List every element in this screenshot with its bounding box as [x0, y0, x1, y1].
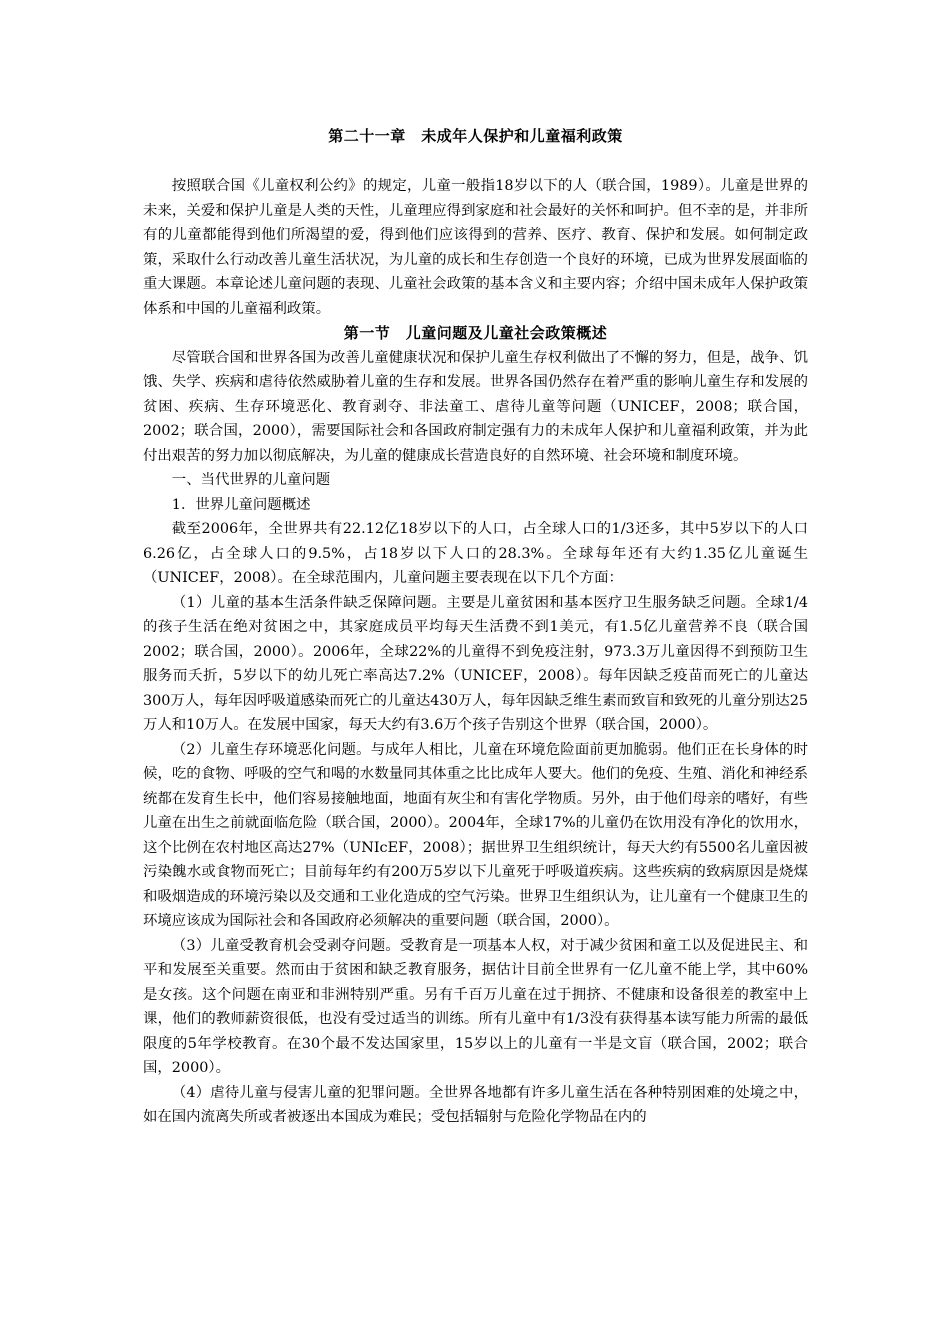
overview-paragraph: 截至2006年，全世界共有22.12亿18岁以下的人口，占全球人口的1/3还多，其中5岁以下的人口6.26亿，占全球人口的9.5%，占18岁以下人口的28.3%。全球每年还有大约1.35亿儿童诞生（UNICEF，2008）。在全球范围内，儿童问题主要表现在以下几个方面：: [143, 521, 808, 586]
heading-overview: 1．世界儿童问题概述: [171, 496, 311, 513]
item-4-paragraph: （4）虐待儿童与侵害儿童的犯罪问题。全世界各地都有许多儿童生活在各种特别困难的处境之中，如在国内流离失所或者被逐出本国成为难民；受包括辐射与危险化学物品在内的: [143, 1084, 808, 1125]
item-3-paragraph: （3）儿童受教育机会受剥夺问题。受教育是一项基本人权，对于减少贫困和童工以及促进民主、和平和发展至关重要。然而由于贫困和缺乏教育服务，据估计目前全世界有一亿儿童不能上学，其中60%是女孩。这个问题在南亚和非洲特别严重。另有千百万儿童在过于拥挤、不健康和设备很差的教室中上课，他们的教师薪资很低，也没有受过适当的训练。所有儿童中有1/3没有获得基本读写能力所需的最低限度的5年学校教育。在30个最不发达国家里，15岁以上的儿童有一半是文盲（联合国，2002；联合国，2000）。: [143, 937, 808, 1076]
section-title: 第一节 儿童问题及儿童社会政策概述: [343, 324, 608, 342]
chapter-title: 第二十一章 未成年人保护和儿童福利政策: [328, 127, 623, 145]
section-intro-paragraph: 尽管联合国和世界各国为改善儿童健康状况和保护儿童生存权利做出了不懈的努力，但是，战争、饥饿、失学、疾病和虐待依然威胁着儿童的生存和发展。世界各国仍然存在着严重的影响儿童生存和发展的贫困、疾病、生存环境恶化、教育剥夺、非法童工、虐待儿童等问题（UNICEF，2008；联合国，2002；联合国，2000），需要国际社会和各国政府制定强有力的未成年人保护和儿童福利政策，并为此付出艰苦的努力加以彻底解决，为儿童的健康成长营造良好的自然环境、社会环境和制度环境。: [143, 349, 808, 464]
heading-world-children-problems: 一、当代世界的儿童问题: [171, 472, 331, 488]
item-2-paragraph: （2）儿童生存环境恶化问题。与成年人相比，儿童在环境危险面前更加脆弱。他们正在长身体的时候，吃的食物、呼吸的空气和喝的水数量同其体重之比比成年人要大。他们的免疫、生殖、消化和神经系统都在发育生长中，他们容易接触地面，地面有灰尘和有害化学物质。另外，由于他们母亲的嗜好，有些儿童在出生之前就面临危险（联合国，2000）。2004年，全球17%的儿童仍在饮用没有净化的饮用水，这个比例在农村地区高达27%（UNIcEF，2008）；据世界卫生组织统计，每天大约有5500名儿童因被污染餽水或食物而死亡；目前每年约有200万5岁以下儿童死于呼吸道疾病。这些疾病的致病原因是烧煤和吸烟造成的环境污染以及交通和工业化造成的空气污染。世界卫生组织认为，让儿童有一个健康卫生的环境应该成为国际社会和各国政府必须解决的重要问题（联合国，2000）。: [143, 741, 808, 929]
intro-paragraph: 按照联合国《儿童权利公约》的规定，儿童一般指18岁以下的人（联合国，1989）。儿童是世界的未来，关爱和保护儿童是人类的天性，儿童理应得到家庭和社会最好的关怀和呵护。但不幸的是，并非所有的儿童都能得到他们所渴望的爱，得到他们应该得到的营养、医疗、教育、保护和发展。如何制定政策，采取什么行动改善儿童生活状况，为儿童的成长和生存创造一个良好的环境，已成为世界发展面临的重大课题。本章论述儿童问题的表现、儿童社会政策的基本含义和主要内容；介绍中国未成年人保护政策体系和中国的儿童福利政策。: [143, 178, 808, 317]
document-body: [143, 124, 808, 1130]
item-1-paragraph: （1）儿童的基本生活条件缺乏保障问题。主要是儿童贫困和基本医疗卫生服务缺乏问题。全球1/4的孩子生活在绝对贫困之中，其家庭成员平均每天生活费不到1美元，有1.5亿儿童营养不良（联合国2002；联合国，2000）。2006年，全球22%的儿童得不到免疫注射，973.3万儿童因得不到预防卫生服务而夭折，5岁以下的幼儿死亡率高达7.2%（UNICEF，2008）。每年因缺乏疫苗而死亡的儿童达300万人，每年因呼吸道感染而死亡的儿童达430万人，每年因缺乏维生素而致盲和致死的儿童分别达25万人和10万人。在发展中国家，每天大约有3.6万个孩子告别这个世界（联合国，2000）。: [143, 594, 808, 733]
